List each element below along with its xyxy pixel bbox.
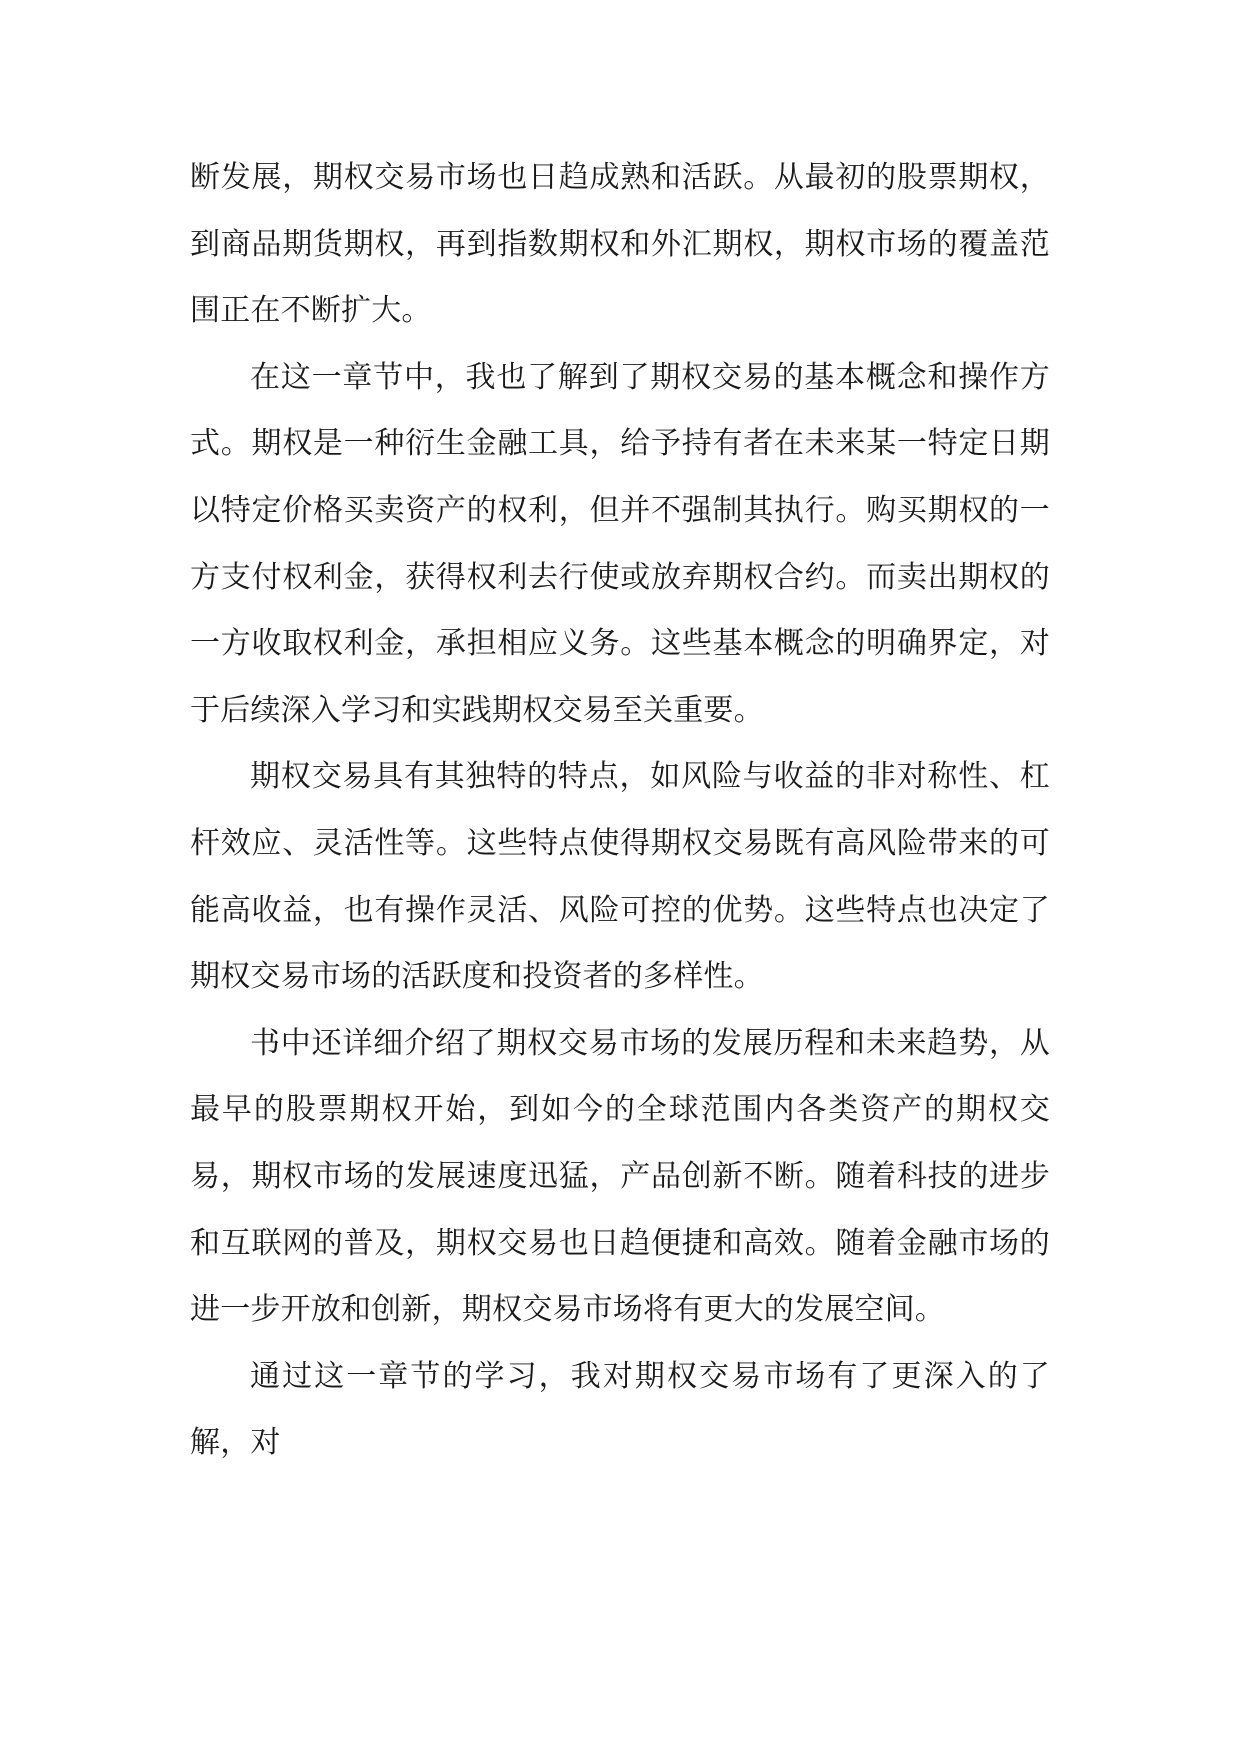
paragraph-5: 通过这一章节的学习，我对期权交易市场有了更深入的了解，对 xyxy=(190,1358,1050,1461)
body-text xyxy=(190,145,1050,1477)
paragraph-3: 期权交易具有其独特的特点，如风险与收益的非对称性、杠杆效应、灵活性等。这些特点使得期权交易既有高风险带来的可能高收益，也有操作灵活、风险可控的优势。这些特点也决定了期权交易市场的活跃度和投资者的多样性。 xyxy=(190,759,1050,995)
paragraph-4: 书中还详细介绍了期权交易市场的发展历程和未来趋势，从最早的股票期权开始，到如今的全球范围内各类资产的期权交易，期权市场的发展速度迅猛，产品创新不断。随着科技的进步和互联网的普及，期权交易也日趋便捷和高效。随着金融市场的进一步开放和创新，期权交易市场将有更大的发展空间。 xyxy=(190,1025,1050,1328)
paragraph-2: 在这一章节中，我也了解到了期权交易的基本概念和操作方式。期权是一种衍生金融工具，给予持有者在未来某一特定日期以特定价格买卖资产的权利，但并不强制其执行。购买期权的一方支付权利金，获得权利去行使或放弃期权合约。而卖出期权的一方收取权利金，承担相应义务。这些基本概念的明确界定，对于后续深入学习和实践期权交易至关重要。 xyxy=(190,359,1050,728)
paragraph-1: 断发展，期权交易市场也日趋成熟和活跃。从最初的股票期权，到商品期货期权，再到指数期权和外汇期权，期权市场的覆盖范围正在不断扩大。 xyxy=(190,160,1050,329)
